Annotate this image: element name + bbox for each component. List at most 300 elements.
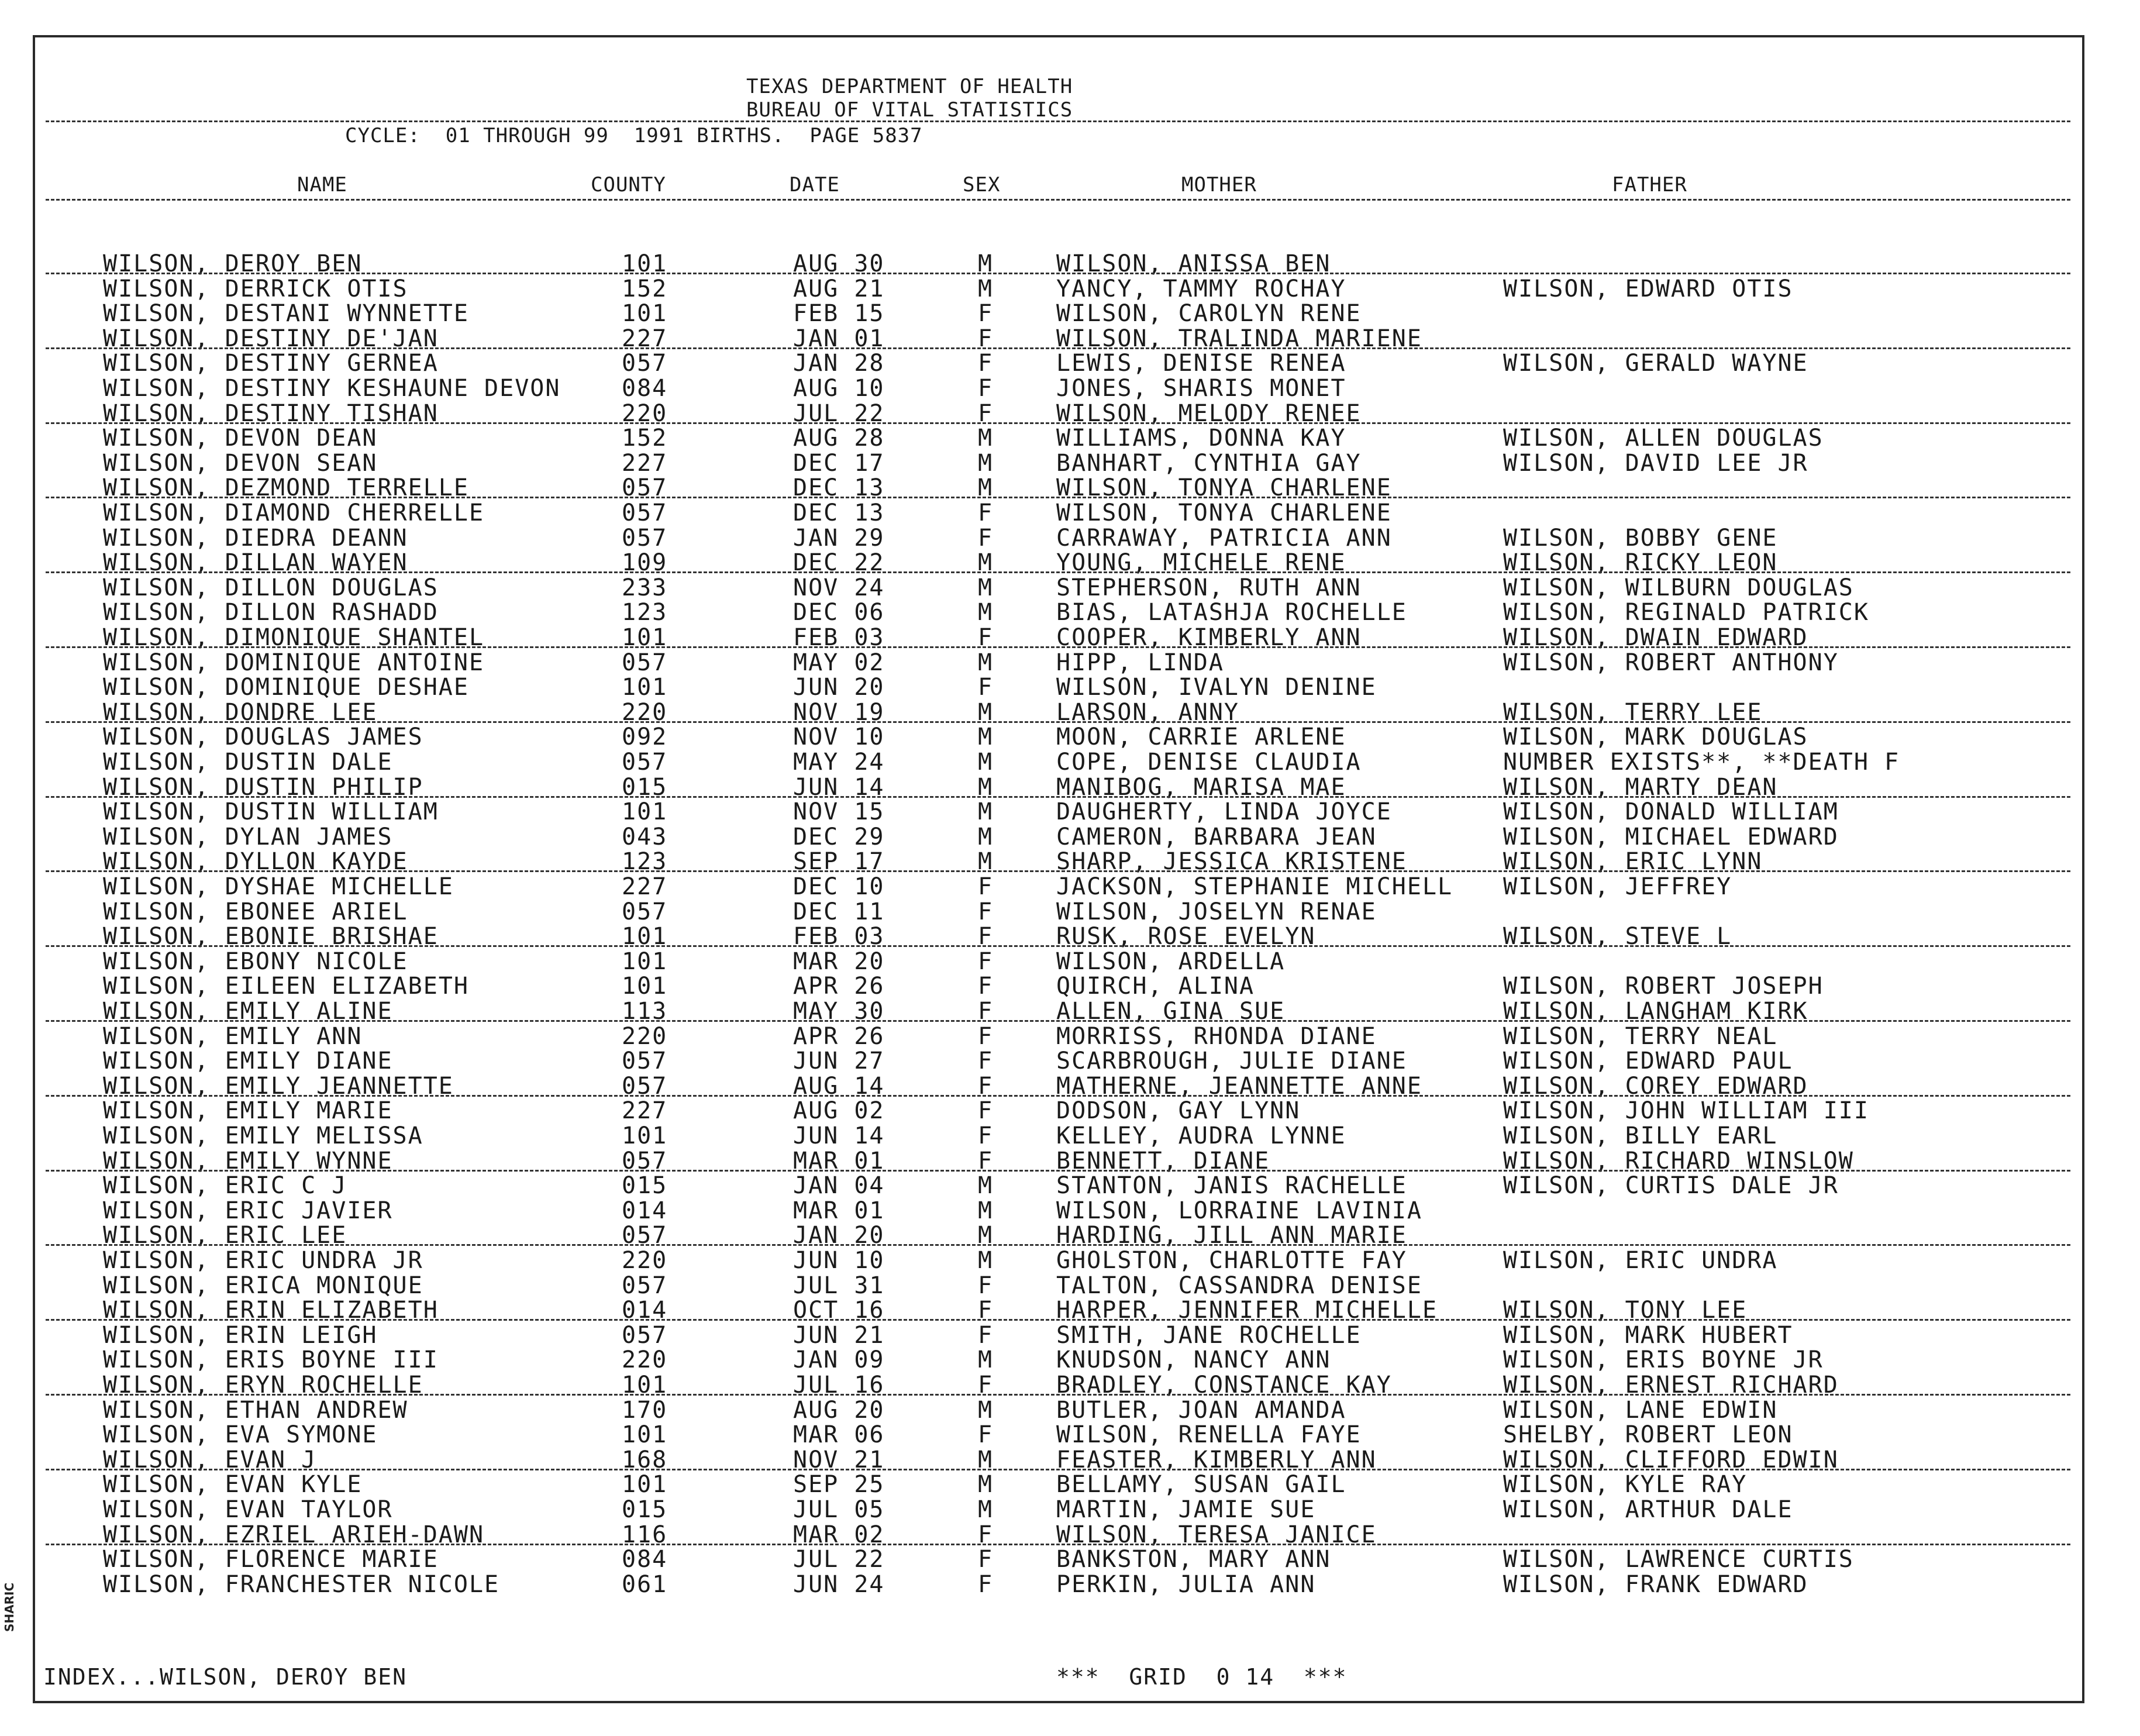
cell-mother: WILSON, JOSELYN RENAE bbox=[1056, 898, 1377, 925]
cell-sex: F bbox=[978, 948, 994, 975]
row-group-rule bbox=[46, 1095, 2070, 1097]
cell-date: FEB 15 bbox=[793, 300, 885, 328]
cell-sex: F bbox=[978, 1122, 994, 1149]
cell-name: WILSON, DEVON DEAN bbox=[103, 425, 378, 452]
cell-name: WILSON, DEZMOND TERRELLE bbox=[103, 474, 469, 502]
row-group-rule bbox=[46, 1319, 2070, 1321]
cell-county: 220 bbox=[622, 1247, 668, 1274]
cell-father: WILSON, JEFFREY bbox=[1503, 873, 1732, 900]
cell-father: WILSON, FRANK EDWARD bbox=[1503, 1570, 1808, 1598]
cell-mother: MATHERNE, JEANNETTE ANNE bbox=[1056, 1072, 1422, 1100]
cell-name: WILSON, DYSHAE MICHELLE bbox=[103, 873, 454, 900]
cell-father: WILSON, ERNEST RICHARD bbox=[1503, 1372, 1839, 1399]
table-row bbox=[0, 1572, 2105, 1597]
cell-sex: M bbox=[978, 1446, 994, 1473]
cell-date: JUN 10 bbox=[793, 1247, 885, 1274]
column-header-name: NAME bbox=[297, 173, 347, 197]
cell-county: 061 bbox=[622, 1570, 668, 1598]
cell-father: WILSON, BILLY EARL bbox=[1503, 1122, 1778, 1149]
cell-county: 101 bbox=[622, 624, 668, 651]
cell-father: WILSON, JOHN WILLIAM III bbox=[1503, 1097, 1869, 1125]
table-row bbox=[0, 1198, 2105, 1223]
cell-county: 057 bbox=[622, 898, 668, 925]
cell-sex: M bbox=[978, 599, 994, 626]
table-row bbox=[0, 825, 2105, 849]
cell-date: NOV 24 bbox=[793, 574, 885, 601]
cell-county: 152 bbox=[622, 425, 668, 452]
cell-date: DEC 11 bbox=[793, 898, 885, 925]
row-group-rule bbox=[46, 870, 2070, 872]
table-row bbox=[0, 1273, 2105, 1298]
cell-date: DEC 17 bbox=[793, 449, 885, 477]
cell-name: WILSON, ERIN ELIZABETH bbox=[103, 1297, 439, 1324]
cell-mother: WILSON, MELODY RENEE bbox=[1056, 399, 1362, 427]
cell-name: WILSON, DYLLON KAYDE bbox=[103, 848, 408, 876]
cell-date: JUL 31 bbox=[793, 1272, 885, 1299]
cell-date: NOV 21 bbox=[793, 1446, 885, 1473]
cell-date: SEP 25 bbox=[793, 1471, 885, 1499]
cell-county: 101 bbox=[622, 300, 668, 328]
cell-name: WILSON, EMILY ALINE bbox=[103, 998, 393, 1025]
cell-county: 057 bbox=[622, 500, 668, 526]
cell-name: WILSON, EILEEN ELIZABETH bbox=[103, 973, 469, 1000]
cell-county: 101 bbox=[622, 1471, 668, 1499]
cell-name: WILSON, ERIC LEE bbox=[103, 1222, 347, 1249]
cell-county: 057 bbox=[622, 524, 668, 552]
table-row bbox=[0, 1049, 2105, 1073]
cell-sex: F bbox=[978, 350, 994, 377]
cycle-line: CYCLE: 01 THROUGH 99 1991 BIRTHS. PAGE 5837 bbox=[345, 124, 923, 147]
cell-date: DEC 13 bbox=[793, 500, 885, 526]
table-row bbox=[0, 451, 2105, 476]
cell-sex: F bbox=[978, 1521, 994, 1548]
cell-date: FEB 03 bbox=[793, 923, 885, 950]
cell-date: JUL 05 bbox=[793, 1496, 885, 1523]
row-group-rule bbox=[46, 571, 2070, 573]
cell-county: 057 bbox=[622, 1048, 668, 1075]
cell-name: WILSON, DIMONIQUE SHANTEL bbox=[103, 624, 485, 651]
cell-county: 092 bbox=[622, 724, 668, 751]
cell-father: WILSON, COREY EDWARD bbox=[1503, 1072, 1808, 1100]
cell-sex: F bbox=[978, 998, 994, 1025]
cell-county: 233 bbox=[622, 574, 668, 601]
cell-sex: F bbox=[978, 399, 994, 427]
row-group-rule bbox=[46, 1544, 2070, 1545]
cell-father: WILSON, CURTIS DALE JR bbox=[1503, 1172, 1839, 1200]
cell-mother: LARSON, ANNY bbox=[1056, 698, 1239, 726]
cell-sex: M bbox=[978, 698, 994, 726]
cell-date: JUL 22 bbox=[793, 399, 885, 427]
cell-date: DEC 22 bbox=[793, 549, 885, 577]
table-row bbox=[0, 900, 2105, 924]
footer-index: INDEX...WILSON, DEROY BEN bbox=[43, 1664, 407, 1690]
cell-sex: F bbox=[978, 624, 994, 651]
cell-sex: F bbox=[978, 1072, 994, 1100]
table-row bbox=[0, 800, 2105, 824]
cell-mother: JONES, SHARIS MONET bbox=[1056, 375, 1346, 402]
cell-date: JAN 20 bbox=[793, 1222, 885, 1249]
cell-mother: PERKIN, JULIA ANN bbox=[1056, 1570, 1316, 1598]
cell-name: WILSON, EVAN TAYLOR bbox=[103, 1496, 393, 1523]
cell-sex: F bbox=[978, 674, 994, 701]
cell-date: MAR 06 bbox=[793, 1421, 885, 1449]
cell-sex: F bbox=[978, 1372, 994, 1399]
column-header-county: COUNTY bbox=[591, 173, 666, 197]
cell-father: WILSON, EDWARD PAUL bbox=[1503, 1048, 1793, 1075]
row-group-rule bbox=[46, 1394, 2070, 1396]
cell-county: 116 bbox=[622, 1521, 668, 1548]
cell-sex: M bbox=[978, 649, 994, 676]
cell-father: WILSON, DWAIN EDWARD bbox=[1503, 624, 1808, 651]
cell-mother: WILSON, TERESA JANICE bbox=[1056, 1521, 1377, 1548]
row-group-rule bbox=[46, 1469, 2070, 1470]
cell-name: WILSON, FLORENCE MARIE bbox=[103, 1546, 439, 1573]
cell-name: WILSON, EVAN KYLE bbox=[103, 1471, 363, 1499]
cell-county: 015 bbox=[622, 1172, 668, 1200]
cell-sex: F bbox=[978, 973, 994, 1000]
cell-name: WILSON, DESTINY TISHAN bbox=[103, 399, 439, 427]
table-row bbox=[0, 1248, 2105, 1273]
cell-father: WILSON, ERIC UNDRA bbox=[1503, 1247, 1778, 1274]
cell-father: WILSON, STEVE L bbox=[1503, 923, 1732, 950]
row-group-rule bbox=[46, 347, 2070, 349]
cell-sex: F bbox=[978, 1147, 994, 1174]
cell-date: JUN 24 bbox=[793, 1570, 885, 1598]
cell-sex: F bbox=[978, 873, 994, 900]
table-row bbox=[0, 426, 2105, 450]
cell-mother: BRADLEY, CONSTANCE KAY bbox=[1056, 1372, 1392, 1399]
cell-mother: BELLAMY, SUSAN GAIL bbox=[1056, 1471, 1346, 1499]
cell-mother: SCARBROUGH, JULIE DIANE bbox=[1056, 1048, 1407, 1075]
cell-sex: F bbox=[978, 1297, 994, 1324]
cell-county: 123 bbox=[622, 599, 668, 626]
cell-father: WILSON, DONALD WILLIAM bbox=[1503, 798, 1839, 826]
cell-father: WILSON, ROBERT JOSEPH bbox=[1503, 973, 1824, 1000]
cell-mother: JACKSON, STEPHANIE MICHELL bbox=[1056, 873, 1453, 900]
table-row bbox=[0, 600, 2105, 625]
cell-mother: WILSON, LORRAINE LAVINIA bbox=[1056, 1197, 1422, 1224]
cell-mother: DAUGHERTY, LINDA JOYCE bbox=[1056, 798, 1392, 826]
cell-mother: WILSON, ARDELLA bbox=[1056, 948, 1286, 975]
table-row bbox=[0, 1547, 2105, 1572]
table-row bbox=[0, 949, 2105, 974]
cell-sex: M bbox=[978, 1247, 994, 1274]
table-row bbox=[0, 376, 2105, 401]
cell-date: APR 26 bbox=[793, 1022, 885, 1050]
cell-date: FEB 03 bbox=[793, 624, 885, 651]
cell-mother: SMITH, JANE ROCHELLE bbox=[1056, 1321, 1362, 1349]
cell-county: 057 bbox=[622, 1321, 668, 1349]
cell-sex: M bbox=[978, 823, 994, 850]
cell-name: WILSON, DOMINIQUE ANTOINE bbox=[103, 649, 485, 676]
cell-mother: STEPHERSON, RUTH ANN bbox=[1056, 574, 1362, 601]
cell-name: WILSON, ERIS BOYNE III bbox=[103, 1346, 439, 1374]
cell-father: WILSON, LANE EDWIN bbox=[1503, 1396, 1778, 1424]
cell-mother: KNUDSON, NANCY ANN bbox=[1056, 1346, 1331, 1374]
row-group-rule bbox=[46, 1244, 2070, 1246]
cell-sex: M bbox=[978, 1222, 994, 1249]
cell-name: WILSON, EBONIE BRISHAE bbox=[103, 923, 439, 950]
cell-mother: FEASTER, KIMBERLY ANN bbox=[1056, 1446, 1377, 1473]
cell-mother: TALTON, CASSANDRA DENISE bbox=[1056, 1272, 1422, 1299]
cell-county: 220 bbox=[622, 1022, 668, 1050]
cell-sex: F bbox=[978, 923, 994, 950]
cell-name: WILSON, ERIC UNDRA JR bbox=[103, 1247, 423, 1274]
row-group-rule bbox=[46, 422, 2070, 424]
side-stamp: SHARIC bbox=[2, 1582, 16, 1632]
cell-county: 220 bbox=[622, 1346, 668, 1374]
cell-name: WILSON, DEVON SEAN bbox=[103, 449, 378, 477]
table-row bbox=[0, 526, 2105, 550]
cell-date: JUN 14 bbox=[793, 773, 885, 801]
cell-name: WILSON, EMILY MELISSA bbox=[103, 1122, 423, 1149]
cell-sex: F bbox=[978, 1272, 994, 1299]
cell-father: WILSON, GERALD WAYNE bbox=[1503, 350, 1808, 377]
cell-name: WILSON, ERYN ROCHELLE bbox=[103, 1372, 423, 1399]
column-header-father: FATHER bbox=[1612, 173, 1687, 197]
cell-father: NUMBER EXISTS**, **DEATH F bbox=[1503, 749, 1900, 776]
cell-mother: MORRISS, RHONDA DIANE bbox=[1056, 1022, 1377, 1050]
cell-father: WILSON, ERIC LYNN bbox=[1503, 848, 1763, 876]
cell-sex: M bbox=[978, 848, 994, 876]
cell-name: WILSON, EBONEE ARIEL bbox=[103, 898, 408, 925]
cell-father: SHELBY, ROBERT LEON bbox=[1503, 1421, 1793, 1449]
cell-sex: F bbox=[978, 1570, 994, 1598]
cell-county: 101 bbox=[622, 798, 668, 826]
cell-sex: M bbox=[978, 474, 994, 502]
cell-mother: KELLEY, AUDRA LYNNE bbox=[1056, 1122, 1346, 1149]
cell-name: WILSON, EVA SYMONE bbox=[103, 1421, 378, 1449]
row-group-rule bbox=[46, 646, 2070, 648]
cell-mother: LEWIS, DENISE RENEA bbox=[1056, 350, 1346, 377]
cell-date: NOV 10 bbox=[793, 724, 885, 751]
table-row bbox=[0, 1497, 2105, 1522]
cell-name: WILSON, DILLON RASHADD bbox=[103, 599, 439, 626]
table-row bbox=[0, 1472, 2105, 1497]
column-header-sex: SEX bbox=[963, 173, 1001, 197]
cell-father: WILSON, EDWARD OTIS bbox=[1503, 275, 1793, 302]
cell-sex: M bbox=[978, 1346, 994, 1374]
cell-date: AUG 21 bbox=[793, 275, 885, 302]
cell-name: WILSON, DILLAN WAYEN bbox=[103, 549, 408, 577]
cell-county: 113 bbox=[622, 998, 668, 1025]
cell-county: 123 bbox=[622, 848, 668, 876]
cell-mother: COPE, DENISE CLAUDIA bbox=[1056, 749, 1362, 776]
cell-sex: M bbox=[978, 549, 994, 577]
cell-sex: F bbox=[978, 1048, 994, 1075]
cell-date: JUN 14 bbox=[793, 1122, 885, 1149]
cell-father: WILSON, ARTHUR DALE bbox=[1503, 1496, 1793, 1523]
cell-county: 152 bbox=[622, 275, 668, 302]
row-group-rule bbox=[46, 497, 2070, 498]
row-group-rule bbox=[46, 945, 2070, 947]
cell-name: WILSON, DESTINY KESHAUNE DEVON bbox=[103, 375, 561, 402]
cell-county: 043 bbox=[622, 823, 668, 850]
row-group-rule bbox=[46, 1170, 2070, 1172]
cell-name: WILSON, DEROY BEN bbox=[103, 250, 363, 277]
cell-mother: SHARP, JESSICA KRISTENE bbox=[1056, 848, 1407, 876]
cell-name: WILSON, DESTANI WYNNETTE bbox=[103, 300, 469, 328]
cell-mother: WILLIAMS, DONNA KAY bbox=[1056, 425, 1346, 452]
cell-date: JUN 27 bbox=[793, 1048, 885, 1075]
cell-name: WILSON, ETHAN ANDREW bbox=[103, 1396, 408, 1424]
cell-mother: HARDING, JILL ANN MARIE bbox=[1056, 1222, 1407, 1249]
cell-name: WILSON, EMILY ANN bbox=[103, 1022, 363, 1050]
cell-date: MAY 30 bbox=[793, 998, 885, 1025]
cell-county: 101 bbox=[622, 674, 668, 701]
header-rule bbox=[46, 120, 2070, 122]
column-header-rule bbox=[46, 199, 2070, 201]
table-row bbox=[0, 974, 2105, 998]
cell-mother: MOON, CARRIE ARLENE bbox=[1056, 724, 1346, 751]
cell-date: JAN 01 bbox=[793, 325, 885, 352]
cell-mother: CARRAWAY, PATRICIA ANN bbox=[1056, 524, 1392, 552]
cell-date: JAN 04 bbox=[793, 1172, 885, 1200]
cell-name: WILSON, DERRICK OTIS bbox=[103, 275, 408, 302]
cell-date: SEP 17 bbox=[793, 848, 885, 876]
cell-county: 057 bbox=[622, 1222, 668, 1249]
cell-mother: BIAS, LATASHJA ROCHELLE bbox=[1056, 599, 1407, 626]
cell-sex: M bbox=[978, 1172, 994, 1200]
cell-father: WILSON, MARK HUBERT bbox=[1503, 1321, 1793, 1349]
header-title: TEXAS DEPARTMENT OF HEALTH bbox=[746, 75, 1073, 98]
table-row bbox=[0, 874, 2105, 899]
cell-county: 057 bbox=[622, 749, 668, 776]
cell-date: DEC 06 bbox=[793, 599, 885, 626]
cell-name: WILSON, DYLAN JAMES bbox=[103, 823, 393, 850]
cell-county: 057 bbox=[622, 1147, 668, 1174]
cell-county: 168 bbox=[622, 1446, 668, 1473]
cell-sex: M bbox=[978, 574, 994, 601]
cell-sex: F bbox=[978, 500, 994, 526]
cell-date: JAN 28 bbox=[793, 350, 885, 377]
cell-mother: WILSON, TONYA CHARLENE bbox=[1056, 474, 1392, 502]
cell-date: APR 26 bbox=[793, 973, 885, 1000]
cell-father: WILSON, CLIFFORD EDWIN bbox=[1503, 1446, 1839, 1473]
cell-date: OCT 16 bbox=[793, 1297, 885, 1324]
cell-county: 084 bbox=[622, 1546, 668, 1573]
cell-date: AUG 20 bbox=[793, 1396, 885, 1424]
cell-date: DEC 10 bbox=[793, 873, 885, 900]
cell-date: JUL 16 bbox=[793, 1372, 885, 1399]
table-row bbox=[0, 277, 2105, 301]
cell-sex: M bbox=[978, 773, 994, 801]
cell-father: WILSON, MARTY DEAN bbox=[1503, 773, 1778, 801]
cell-sex: M bbox=[978, 425, 994, 452]
cell-father: WILSON, RICHARD WINSLOW bbox=[1503, 1147, 1854, 1174]
column-header-mother: MOTHER bbox=[1181, 173, 1257, 197]
cell-mother: BUTLER, JOAN AMANDA bbox=[1056, 1396, 1346, 1424]
cell-mother: STANTON, JANIS RACHELLE bbox=[1056, 1172, 1407, 1200]
table-row bbox=[0, 750, 2105, 774]
cell-sex: M bbox=[978, 449, 994, 477]
cell-county: 101 bbox=[622, 948, 668, 975]
cell-sex: M bbox=[978, 250, 994, 277]
cell-sex: F bbox=[978, 1022, 994, 1050]
cell-county: 227 bbox=[622, 325, 668, 352]
cell-date: MAR 01 bbox=[793, 1147, 885, 1174]
table-row bbox=[0, 501, 2105, 525]
cell-county: 101 bbox=[622, 923, 668, 950]
cell-county: 057 bbox=[622, 474, 668, 502]
cell-father: WILSON, LAWRENCE CURTIS bbox=[1503, 1546, 1854, 1573]
cell-sex: F bbox=[978, 300, 994, 328]
cell-name: WILSON, DILLON DOUGLAS bbox=[103, 574, 439, 601]
cell-name: WILSON, EMILY WYNNE bbox=[103, 1147, 393, 1174]
cell-county: 014 bbox=[622, 1297, 668, 1324]
cell-father: WILSON, WILBURN DOUGLAS bbox=[1503, 574, 1854, 601]
row-group-rule bbox=[46, 721, 2070, 723]
cell-father: WILSON, ROBERT ANTHONY bbox=[1503, 649, 1839, 676]
cell-name: WILSON, DONDRE LEE bbox=[103, 698, 378, 726]
table-row bbox=[0, 1173, 2105, 1198]
cell-name: WILSON, EMILY DIANE bbox=[103, 1048, 393, 1075]
cell-mother: CAMERON, BARBARA JEAN bbox=[1056, 823, 1377, 850]
cell-date: JUN 20 bbox=[793, 674, 885, 701]
cell-sex: F bbox=[978, 1546, 994, 1573]
cell-father: WILSON, BOBBY GENE bbox=[1503, 524, 1778, 552]
cell-name: WILSON, DUSTIN PHILIP bbox=[103, 773, 423, 801]
cell-sex: M bbox=[978, 1396, 994, 1424]
cell-father: WILSON, REGINALD PATRICK bbox=[1503, 599, 1869, 626]
table-row bbox=[0, 725, 2105, 749]
cell-sex: M bbox=[978, 724, 994, 751]
cell-mother: COOPER, KIMBERLY ANN bbox=[1056, 624, 1362, 651]
cell-name: WILSON, DUSTIN DALE bbox=[103, 749, 393, 776]
cell-county: 084 bbox=[622, 375, 668, 402]
cell-county: 220 bbox=[622, 399, 668, 427]
cell-father: WILSON, ALLEN DOUGLAS bbox=[1503, 425, 1824, 452]
cell-county: 101 bbox=[622, 1421, 668, 1449]
table-row bbox=[0, 1398, 2105, 1422]
cell-name: WILSON, DESTINY GERNEA bbox=[103, 350, 439, 377]
cell-county: 109 bbox=[622, 549, 668, 577]
cell-father: WILSON, TERRY LEE bbox=[1503, 698, 1763, 726]
cell-county: 014 bbox=[622, 1197, 668, 1224]
row-group-rule bbox=[46, 796, 2070, 798]
cell-mother: MANIBOG, MARISA MAE bbox=[1056, 773, 1346, 801]
footer-grid: *** GRID 0 14 *** bbox=[1056, 1664, 1348, 1690]
cell-mother: BANHART, CYNTHIA GAY bbox=[1056, 449, 1362, 477]
cell-mother: YANCY, TAMMY ROCHAY bbox=[1056, 275, 1346, 302]
cell-mother: WILSON, TONYA CHARLENE bbox=[1056, 500, 1392, 526]
cell-county: 057 bbox=[622, 1072, 668, 1100]
cell-county: 057 bbox=[622, 1272, 668, 1299]
cell-county: 101 bbox=[622, 250, 668, 277]
cell-sex: M bbox=[978, 798, 994, 826]
row-group-rule bbox=[46, 1020, 2070, 1022]
table-row bbox=[0, 1098, 2105, 1123]
cell-date: MAR 01 bbox=[793, 1197, 885, 1224]
cell-sex: M bbox=[978, 1197, 994, 1224]
cell-name: WILSON, EZRIEL ARIEH-DAWN bbox=[103, 1521, 485, 1548]
cell-date: JAN 29 bbox=[793, 524, 885, 552]
cell-name: WILSON, ERIN LEIGH bbox=[103, 1321, 378, 1349]
cell-county: 227 bbox=[622, 873, 668, 900]
cell-name: WILSON, DIEDRA DEANN bbox=[103, 524, 408, 552]
column-header-date: DATE bbox=[790, 173, 840, 197]
table-row bbox=[0, 675, 2105, 700]
table-row bbox=[0, 301, 2105, 326]
row-group-rule bbox=[46, 273, 2070, 274]
cell-mother: QUIRCH, ALINA bbox=[1056, 973, 1255, 1000]
cell-mother: RUSK, ROSE EVELYN bbox=[1056, 923, 1316, 950]
table-row bbox=[0, 576, 2105, 600]
cell-name: WILSON, ERIC C J bbox=[103, 1172, 347, 1200]
cell-date: JAN 09 bbox=[793, 1346, 885, 1374]
cell-sex: F bbox=[978, 1421, 994, 1449]
cell-sex: F bbox=[978, 1321, 994, 1349]
